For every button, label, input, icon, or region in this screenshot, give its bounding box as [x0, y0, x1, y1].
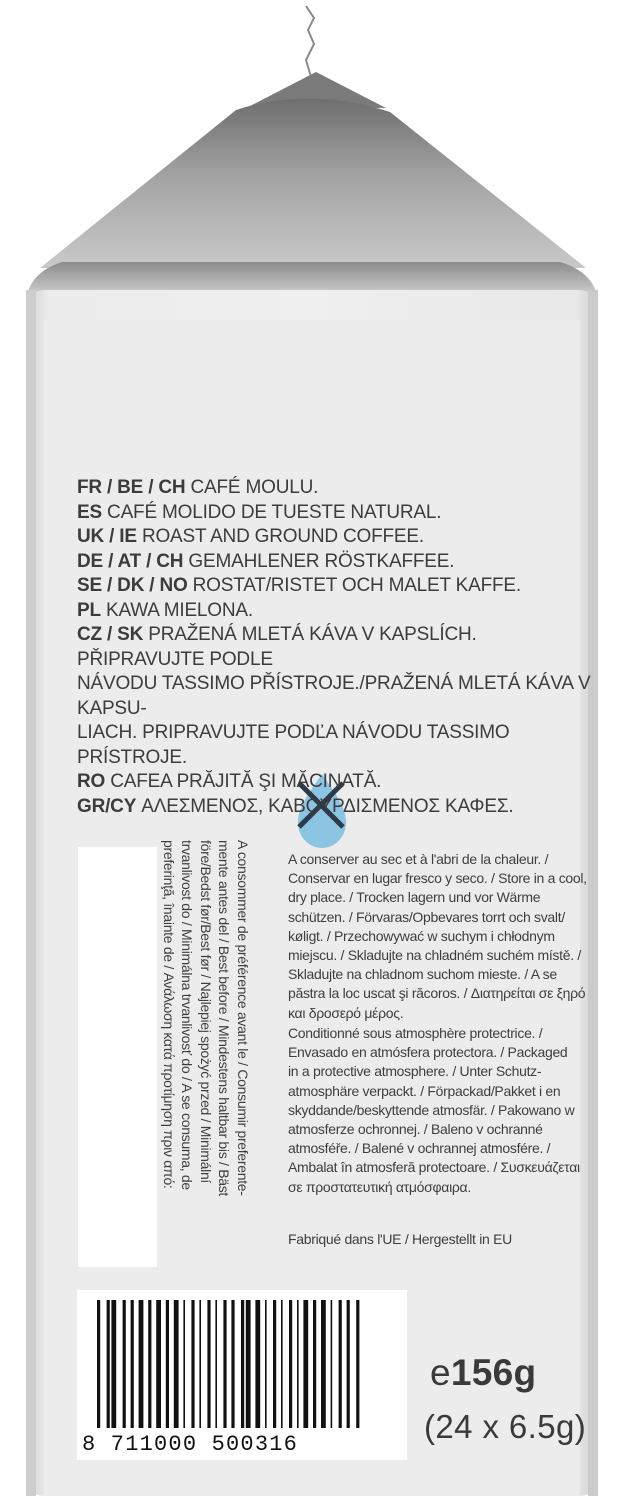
- best-before-block: [162, 840, 252, 1280]
- storage-line: køligt. / Przechowywać w suchym i chłodnym: [288, 927, 555, 944]
- packaging-line: atmosferze ochronnej. / Baleno v ochranné: [288, 1121, 543, 1138]
- storage-line: και δροσερό μέρος.: [288, 1004, 404, 1021]
- lang-line-de: DE / AT / CH GEMAHLENER RÖSTKAFFEE.: [77, 550, 455, 572]
- barcode-bar: [139, 1300, 144, 1428]
- storage-line: păstra la loc uscat şi răcoros. / Διατηρείται σε ξηρό: [288, 985, 586, 1002]
- barcode-bar: [123, 1300, 126, 1428]
- barcode-bar: [297, 1300, 299, 1428]
- lang-line-se: SE / DK / NO ROSTAT/RISTET OCH MALET KAFFE.: [77, 575, 521, 596]
- pack-contents: (24 x 6.5g): [424, 1408, 587, 1445]
- lang-line-ro: RO CAFEA PRĂJITĂ ŞI MĂCINATĂ.: [77, 771, 382, 792]
- best-before-line: mente antes del / Best before / Mindestens haltbar bis / Bäst: [216, 840, 233, 1197]
- packaging-line: atmosféře. / Balené v ochrannej atmosfére. /: [288, 1140, 551, 1157]
- barcode-bar: [148, 1300, 151, 1428]
- barcode-bar: [191, 1300, 194, 1428]
- barcode-bar: [255, 1300, 260, 1428]
- barcode-bar: [107, 1300, 110, 1428]
- lang-line-cz-3: LIACH. PRIPRAVUJTE PODĽA NÁVODU TASSIMO PRÍSTROJE.: [77, 722, 510, 768]
- barcode-bar: [356, 1300, 359, 1428]
- package-roof: [40, 98, 586, 268]
- barcode-bar: [265, 1300, 267, 1428]
- best-before-line: A consommer de préférence avant le / Consumir preferente-: [235, 840, 251, 1196]
- barcode-bar: [183, 1300, 185, 1428]
- date-label-area: [78, 847, 157, 1267]
- lang-line-pl: PL KAWA MIELONA.: [77, 599, 253, 621]
- barcode-bar: [215, 1300, 217, 1428]
- barcode-bar: [174, 1300, 179, 1428]
- lang-line-uk: UK / IE ROAST AND GROUND COFFEE.: [77, 526, 424, 547]
- barcode-number: 8 711000 500316: [82, 1432, 299, 1457]
- barcode-bar: [241, 1300, 244, 1428]
- storage-line: Skladujte na chladnom suchom mieste. / A se: [288, 966, 557, 983]
- lang-line-fr: FR / BE / CH CAFÉ MOULU.: [77, 477, 319, 498]
- hanging-string: [306, 6, 314, 80]
- barcode-bar: [339, 1300, 342, 1428]
- best-before-line: före/Bedst før/Best før / Najlepiej spożyć przed / Minimální: [197, 840, 214, 1184]
- packaging-atmosphere: [288, 1024, 588, 1197]
- lang-line-gr: GR/CY ΑΛΕΣΜΕΝΟΣ, ΚΑΒΟΥΡΔΙΣΜΕΝΟΣ ΚΑΦΕΣ.: [77, 795, 514, 817]
- lang-line-es: ES CAFÉ MOLIDO DE TUESTE NATURAL.: [77, 501, 442, 523]
- product-description: [77, 476, 597, 819]
- barcode-bar: [331, 1300, 333, 1428]
- best-before-line: trvanlivost do / Minimálna trvanlivosť do / A se consuma, de: [179, 840, 196, 1190]
- storage-line: schützen. / Förvaras/Opbevares torrt och svalt/: [288, 908, 565, 925]
- barcode-bar: [281, 1300, 283, 1428]
- packaging-line: atmosphäre verpackt. / Förpackad/Pakket i en: [288, 1082, 561, 1099]
- estimated-sign: e: [430, 1352, 451, 1393]
- barcode-bar: [321, 1300, 326, 1428]
- barcode-bar: [156, 1300, 161, 1428]
- storage-line: A conserver au sec et à l'abri de la chaleur. /: [288, 851, 549, 867]
- packaging-line: skyddande/beskyttende atmosfär. / Pakowano w: [288, 1101, 575, 1118]
- barcode-bar: [289, 1300, 292, 1428]
- origin-text: Fabriqué dans l'UE / Hergestellt in EU: [288, 1231, 512, 1247]
- lang-line-cz: CZ / SK PRAŽENÁ MLETÁ KÁVA V KAPSLÍCH. PŘIPRAVUJTE PODLE: [77, 624, 477, 670]
- barcode-bar: [303, 1300, 308, 1428]
- storage-instructions: [288, 850, 588, 1023]
- storage-line: miejscu. / Skladujte na chladném suchém místě. /: [288, 947, 581, 964]
- barcode-bar: [111, 1300, 116, 1428]
- best-before-line: preferinţă, înainte de / Ανάλωση κατά προτίμηση πριν από:: [160, 840, 177, 1189]
- lang-line-cz-2: NÁVODU TASSIMO PŘÍSTROJE./PRAŽENÁ MLETÁ KÁVA V KAPSU-: [77, 673, 591, 719]
- barcode-bar: [166, 1300, 169, 1428]
- net-weight: [430, 1352, 536, 1394]
- packaging-line: Ambalat în atmosferă protectoare. / Συσκευάζεται: [288, 1159, 580, 1176]
- barcode-bar: [313, 1300, 316, 1428]
- barcode-bar: [347, 1300, 350, 1428]
- packaging-line: in a protective atmosphere. / Unter Schutz-: [288, 1063, 542, 1080]
- packaging-line: Conditionné sous atmosphère protectrice. /: [288, 1025, 543, 1041]
- storage-line: dry place. / Trocken lagern und vor Wärme: [288, 889, 541, 906]
- storage-line: Conservar en lugar fresco y seco. / Store in a cool,: [288, 870, 587, 887]
- barcode-bar: [246, 1300, 251, 1428]
- packaging-line: σε προστατευτική ατμόσφαιρα.: [288, 1178, 471, 1195]
- net-weight-value: 156g: [450, 1352, 537, 1393]
- barcode-bar: [131, 1300, 134, 1428]
- barcode-bar: [231, 1300, 234, 1428]
- barcode-bar: [223, 1300, 226, 1428]
- barcode-bar: [207, 1300, 210, 1428]
- barcode-bar: [199, 1300, 201, 1428]
- barcode-bar: [273, 1300, 276, 1428]
- barcode-bar: [97, 1300, 100, 1428]
- packaging-line: Envasado en atmósfera protectora. / Packaged: [288, 1044, 568, 1061]
